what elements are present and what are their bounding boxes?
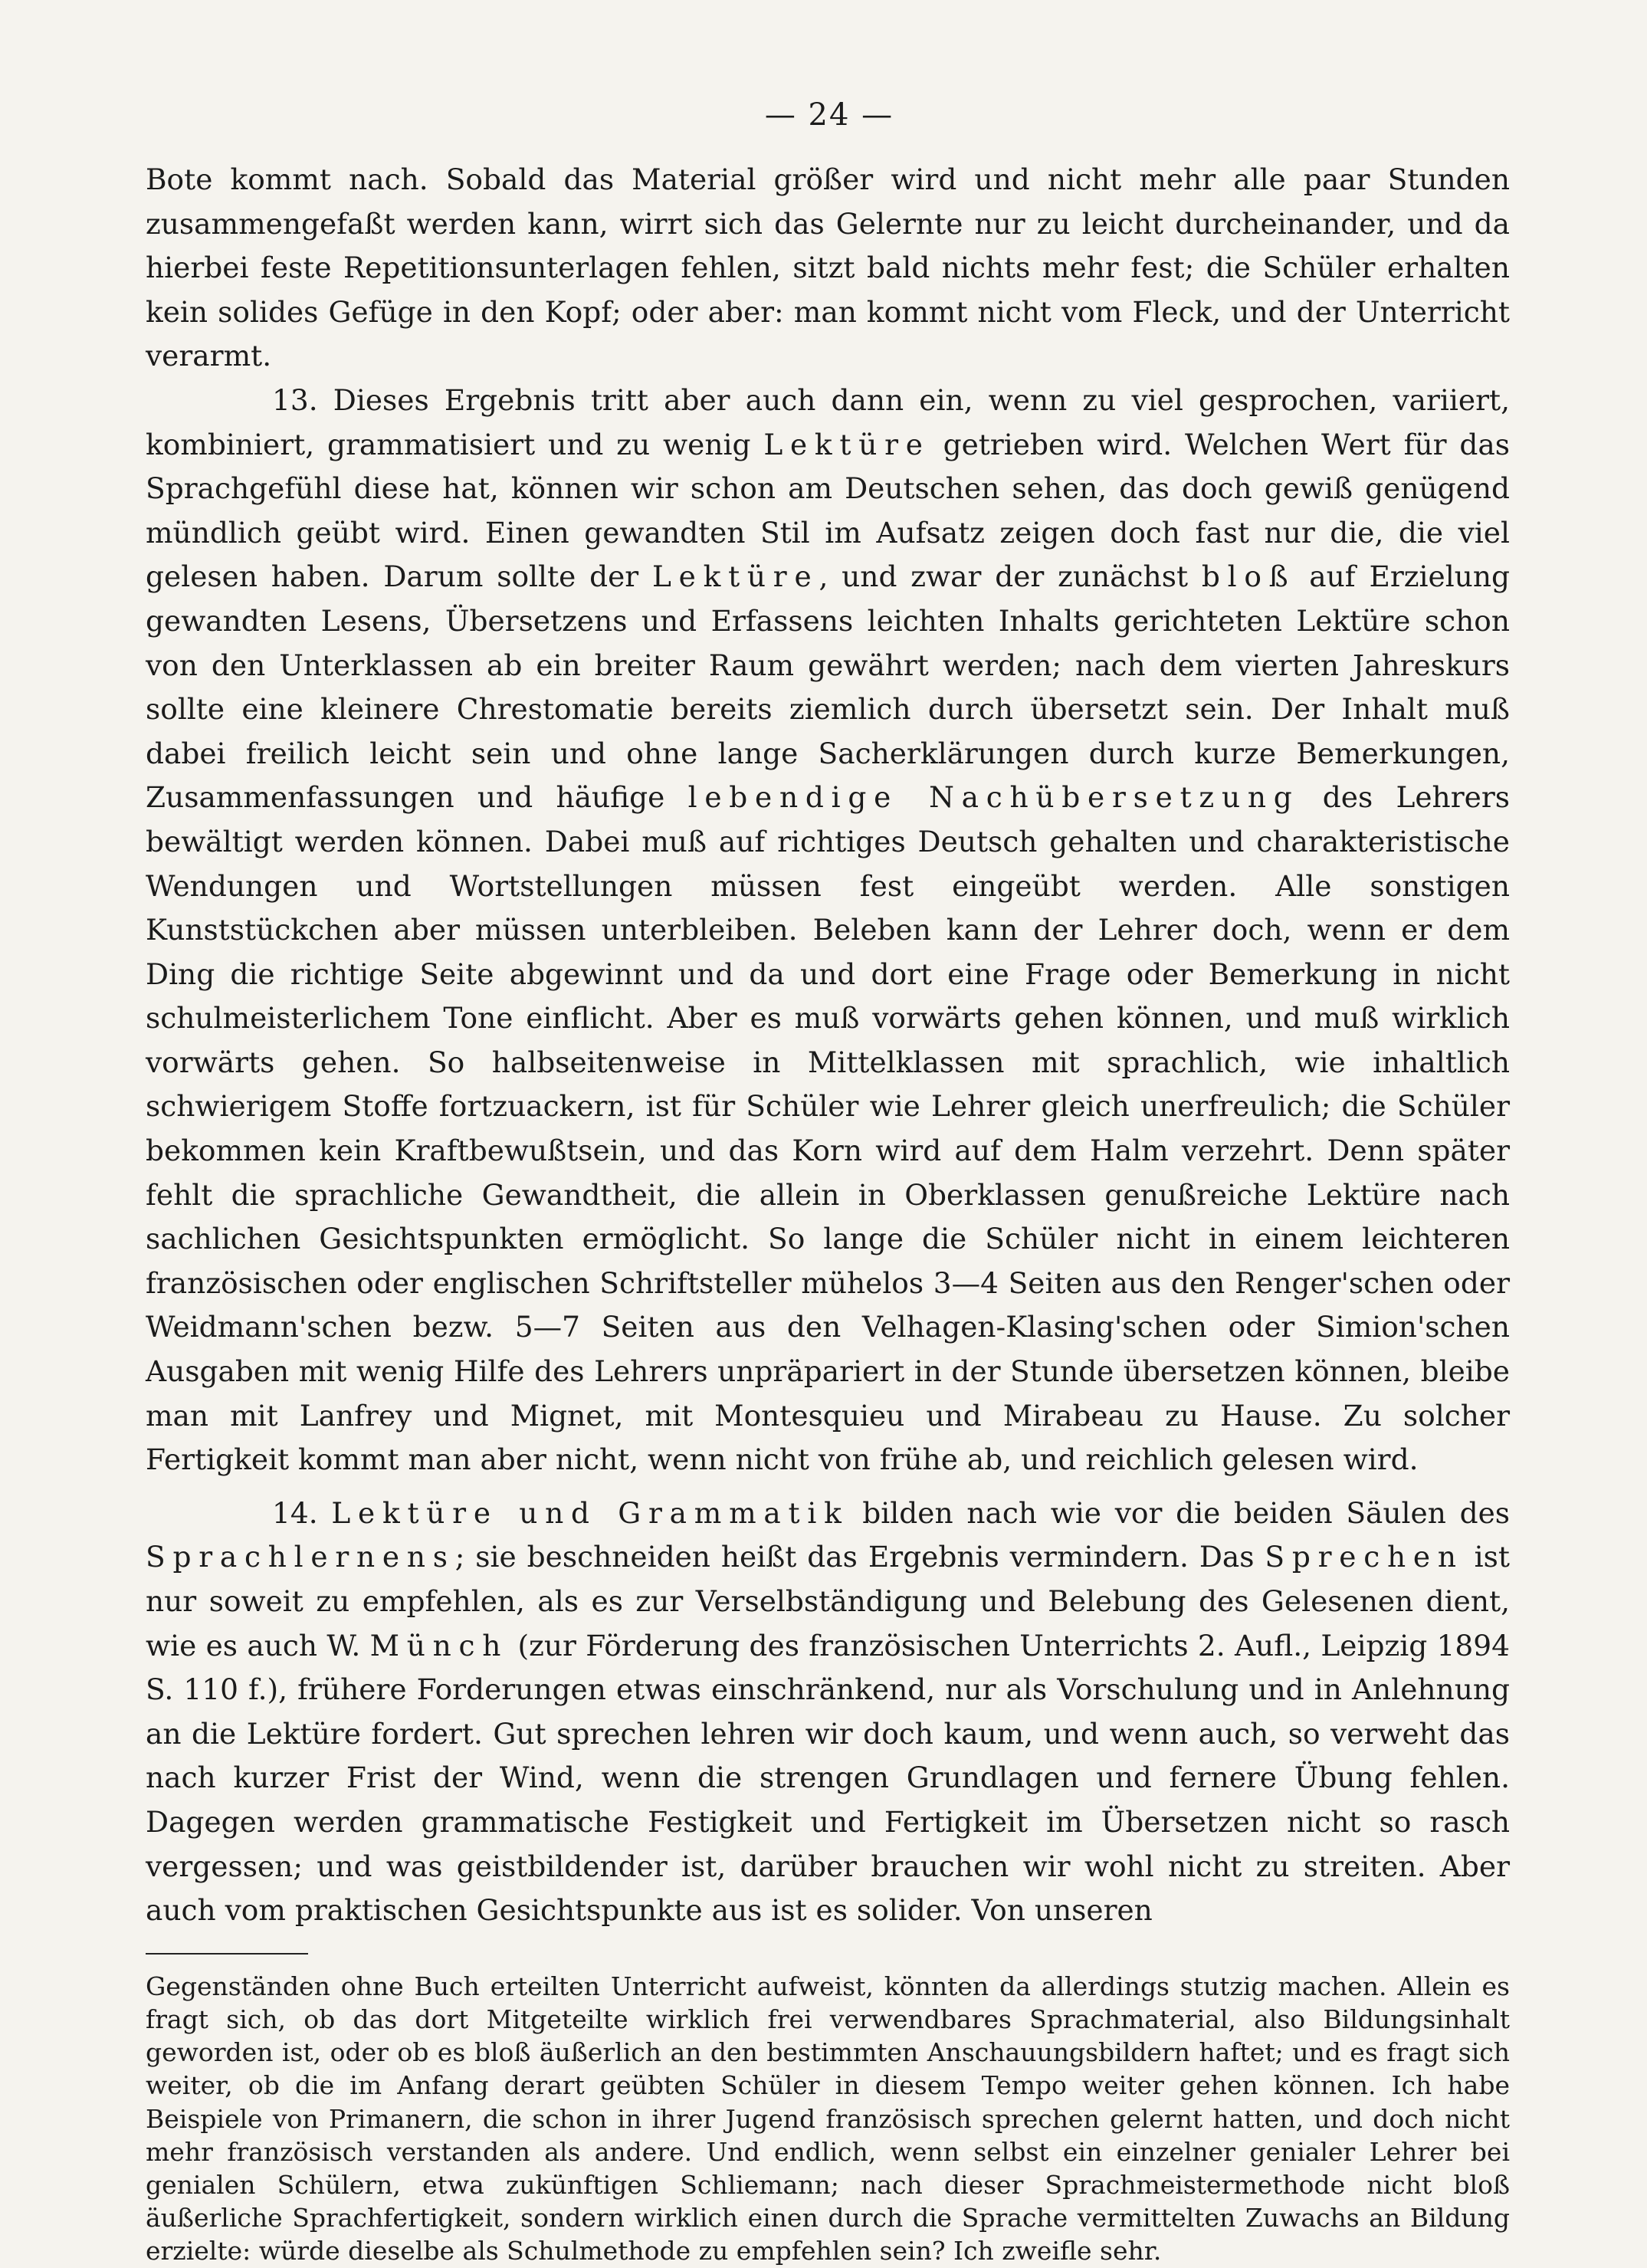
text-segment: 14. [272,1495,332,1530]
footnote [146,1970,1510,2268]
text-segment: bilden nach wie vor die beiden Säulen des [848,1495,1511,1530]
text-segment: auf Erzielung gewandten Lesens, Übersetzens und Erfassens leichten Inhalts gerichteten Lektüre schon von den Unterklassen ab ein breiter Raum gewährt werden; nach dem vierten Jahreskurs sollte eine kleinere Chrestomatie bereits ziemlich durch übersetzt sein. Der Inhalt muß dabei freilich leicht sein und ohne lange Sacherklärungen durch kurze Bemerkungen, Zusammenfassungen und häufige [146,560,1510,815]
text-segment: (zur Förderung des französischen Unterrichts 2. Aufl., Leipzig 1894 S. 110 f.), frühere Forderungen etwas einschränkend, nur als Vorschulung und in Anlehnung an die Lektüre fordert. Gut sprechen lehren wir doch kaum, und wenn auch, so verweht das nach kurzer Frist der Wind, wenn die strengen Grundlagen und fernere Übung fehlen. Dagegen werden grammatische Festigkeit und Fertigkeit im Übersetzen nicht so rasch vergessen; und was geistbildender ist, darüber brauchen wir wohl nicht zu streiten. Aber auch vom praktischen Gesichtspunkte aus ist es solider. Von unseren [146,1628,1510,1928]
text-segment: Bote kommt nach. Sobald das Material größer wird und nicht mehr alle paar Stunden zusammengefaßt werden kann, wirrt sich das Gelernte nur zu leicht durcheinander, und da hierbei feste Repetitionsunterlagen fehlen, sitzt bald nichts mehr fest; die Schüler erhalten kein solides Gefüge in den Kopf; oder aber: man kommt nicht vom Fleck, und der Unterricht verarmt. [146,162,1510,373]
text-segment: 13. Dieses Ergebnis tritt aber auch dann ein, wenn zu viel gesprochen, variiert, kombiniert, grammatisiert und zu wenig [146,382,1510,461]
text-segment: , und zwar der zunächst [819,560,1202,594]
emphasized-text: Lektüre [652,560,819,594]
emphasized-text: Lektüre und Grammatik [331,1495,849,1530]
emphasized-text: bloß [1201,560,1296,594]
main-text [146,158,1510,1933]
text-segment: ist nur soweit zu empfehlen, als es zur Verselbständigung und Belebung des Gelesenen dient, wie es auch W. [146,1540,1510,1662]
emphasized-text: Sprechen [1265,1540,1464,1574]
paragraph-p1 [146,158,1510,379]
page-number: — 24 — [764,97,894,133]
text-segment: des Lehrers bewältigt werden können. Dabei muß auf richtiges Deutsch gehalten und charakteristische Wendungen und Wortstellungen müssen fest eingeübt werden. Alle sonstigen Kunststückchen aber müssen unterbleiben. Beleben kann der Lehrer doch, wenn er dem Ding die richtige Seite abgewinnt und da und dort eine Frage oder Bemerkung in nicht schulmeisterlichem Tone einflicht. Aber es muß vorwärts gehen können, und muß wirklich vorwärts gehen. So halbseitenweise in Mittelklassen mit sprachlich, wie inhaltlich schwierigem Stoffe fortzuackern, ist für Schüler wie Lehrer gleich unerfreulich; die Schüler bekommen kein Kraftbewußtsein, und das Korn wird auf dem Halm verzehrt. Denn später fehlt die sprachliche Gewandtheit, die allein in Oberklassen genußreiche Lektüre nach sachlichen Gesichtspunkten ermöglicht. So lange die Schüler nicht in einem leichteren französischen oder englischen Schriftsteller mühelos 3—4 Seiten aus den Renger'schen oder Weidmann'schen bezw. 5—7 Seiten aus den Velhagen-Klasing'schen oder Simion'schen Ausgaben mit wenig Hilfe des Lehrers unpräpariert in der Stunde übersetzen können, bleibe man mit Lanfrey und Mignet, mit Montesquieu und Mirabeau zu Hause. Zu solcher Fertigkeit kommt man aber nicht, wenn nicht von frühe ab, und reichlich gelesen wird. [146,780,1510,1477]
text-segment: ; sie beschneiden heißt das Ergebnis vermindern. Das [454,1540,1265,1574]
text-segment: getrieben wird. Welchen Wert für das Sprachgefühl diese hat, können wir schon am Deutschen sehen, das doch gewiß genügend mündlich geübt wird. Einen gewandten Stil im Aufsatz zeigen doch fast nur die, die viel gelesen haben. Darum sollte der [146,427,1510,594]
emphasized-text: lebendige Nachübersetzung [687,780,1300,815]
paragraph-p13 [146,379,1510,1482]
emphasized-text: Sprachlernens [146,1540,455,1574]
emphasized-text: Lektüre [763,427,930,461]
footnote-divider [146,1953,308,1955]
emphasized-text: Münch [369,1628,509,1662]
footnote-text: Gegenständen ohne Buch erteilten Unterricht aufweist, könnten da allerdings stutzig machen. Allein es fragt sich, ob das dort Mitgeteilte wirklich frei verwendbares Sprachmaterial, also Bildungsinhalt geworden ist, oder ob es bloß äußerlich an den bestimmten Anschauungsbildern haftet; und es fragt sich weiter, ob die im Anfang derart geübten Schüler in diesem Tempo weiter gehen können. Ich habe Beispiele von Primanern, die schon in ihrer Jugend französisch sprechen gelernt hatten, und doch nicht mehr französisch verstanden als andere. Und endlich, wenn selbst ein einzelner genialer Lehrer bei genialen Schülern, etwa zukünftigen Schliemann; nach dieser Sprachmeistermethode nicht bloß äußerliche Sprachfertigkeit, sondern wirklich einen durch die Sprache vermittelten Zuwachs an Bildung erzielte: würde dieselbe als Schulmethode zu empfehlen sein? Ich zweifle sehr. [146,1971,1510,2266]
paragraph-p14 [146,1492,1510,1933]
